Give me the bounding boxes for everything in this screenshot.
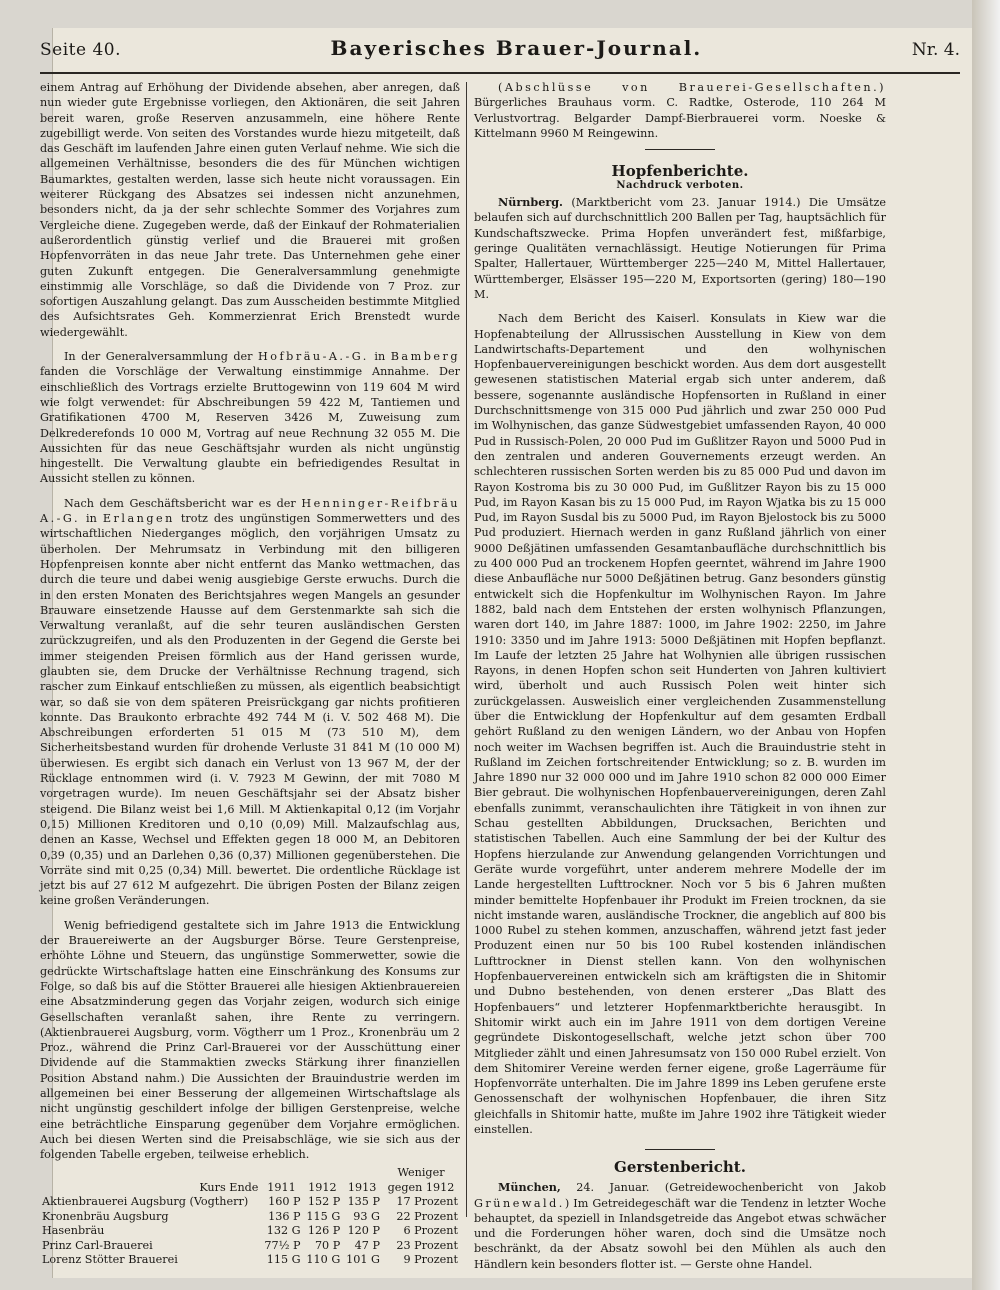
right-column: [474, 80, 886, 1271]
text-span: in: [80, 512, 103, 526]
text-span: fanden die Vorschläge der Verwaltung einstimmige Annahme. Der einschließlich des Vortrags erzielte Bruttogewinn von 119 604 M wird wie folgt verwendet: für Abschreibungen 59 422 M, Tantiemen und Gratifikationen 4700 M, Reserven 3426 M, Zuweisung zum Delkrederefonds 10 000 M, Vortrag auf neue Rechnung 32 055 M. Die Aussichten für das neue Geschäftsjahr wurden als nicht ungünstig hingestellt. Die Verwaltung glaubte ein befriedigendes Resultat in Aussicht stellen zu können.: [40, 365, 460, 486]
paragraph-kiew-hops: Nach dem Bericht des Kaiserl. Konsulats in Kiew war die Hopfenabteilung der Allrussischen Ausstellung in Kiew von dem Landwirtschafts-Departement und den wolhynischen Hopfenbauervereinigungen beschickt worden. Aus dem dort ausgestellt gewesenen statistischen Material ergab sich unter anderem, daß bessere, sogenannte ausländische Hopfensorten in Rußland in einer Durchschnittsmenge von 315 000 Pud jährlich und zwar 250 000 Pud im Wolhynischen, das ganze Südwestgebiet umfassenden Rayon, 40 000 Pud in Russisch-Polen, 20 000 Pud im Gußlitzer Rayon und 5000 Pud in den zentralen und anderen Gouvernements erzeugt werden. An schlechteren russischen Sorten werden bis zu 85 000 Pud und davon im Rayon Kostroma bis zu 30 000 Pud, im Gußlitzer Rayon bis zu 15 000 Pud, im Rayon Kasan bis zu 15 000 Pud, im Rayon Wjatka bis zu 15 000 Pud, im Rayon Susdal bis zu 5000 Pud, im Rayon Bjelostock bis zu 5000 Pud produziert. Hiernach werden in ganz Rußland jährlich von einer 9000 Deßjätinen umfassenden Gesamtanbaufläche durchschnittlich bis zu 400 000 Pud an trockenem Hopfen geerntet, während im Jahre 1900 diese Anbaufläche nur 5000 Deßjätinen betrug. Ganz besonders günstig entwickelt sich die Hopfenkultur im Wolhynischen Rayon. Im Jahre 1882, bald nach dem Entstehen der ersten wolhynisch Pflanzungen, waren dort 140, im Jahre 1887: 1000, im Jahre 1902: 2250, im Jahre 1910: 3350 und im Jahre 1913: 5000 Deßjätinen mit Hopfen bepflanzt. Im Laufe der letzten 25 Jahre hat Wolhynien alle übrigen russischen Rayons, in denen Hopfen schon seit Hunderten von Jahren kultiviert wird, überholt und auch Russisch Polen weit hinter sich zurückgelassen. Ausweislich einer vergleichenden Zusammenstellung über die Entwicklung der Hopfenkultur auf dem gesamten Erdball gehört Rußland zu den wenigen Ländern, wo der Anbau von Hopfen noch weiter im Wachsen begriffen ist. Auch die Brauindustrie steht in Rußland im Zeichen fortschreitender Entwicklung; so z. B. wurden im Jahre 1890 nur 32 000 000 und im Jahre 1910 schon 82 000 000 Eimer Bier gebraut. Die wolhynischen Hopfenbauervereinigungen, deren Zahl ebenfalls zunimmt, veranschaulichten ihre Tätigkeit in von ihnen zur Schau gestellten Abbildungen, Drucksachen, Berichten und statistischen Tabellen. Auch eine Sammlung der bei der Kultur des Hopfens hierzulande zur Anwendung gelangenden Vorrichtungen und Geräte wurde vorgeführt, unter anderem mehrere Modelle der im Lande hergestellten Lufttrockner. Noch vor 5 bis 6 Jahren mußten minder bemittelte Hopfenbauer ihr Produkt im Freien trocknen, da sie nicht imstande waren, ausländische Trockner, die angeblich auf 800 bis 1000 Rubel zu stehen kommen, anzuschaffen, während jetzt fast jeder Produzent einen nur 50 bis 100 Rubel kostenden inländischen Lufttrockner in Dienst stellen kann. Von den wolhynischen Hopfenbauervereinen entwickeln sich am kräftigsten die in Shitomir und Dubno bestehenden, von denen ersterer „Das Blatt des Hopfenbauers“ und letzterer Hopfenmarktberichte herausgibt. In Shitomir wirkt auch ein im Jahre 1911 von dem dortigen Vereine gegründete Diskontogesellschaft, welche jetzt schon über 700 Mitglieder zählt und einen Jahresumsatz von 150 000 Rubel erzielt. Von dem Shitomirer Vereine werden ferner eigene, große Lagerräume für Hopfenvorräte unterhalten. Die im Jahre 1899 ins Leben gerufene erste Genossenschaft der wolhynischen Hopfenbauer, die ihren Sitz gleichfalls in Shitomir hatte, mußte im Jahre 1902 ihre Tätigkeit wieder einstellen.: [474, 312, 886, 1136]
text-span: Nach dem Geschäftsbericht war es der: [64, 496, 302, 510]
row-name: Hasenbräu: [42, 1224, 105, 1238]
col-head-1912: 1912: [308, 1180, 337, 1194]
cell-1911: 115 G: [266, 1253, 301, 1267]
section-divider: [645, 149, 715, 150]
cell-1911: 160 P: [268, 1195, 301, 1209]
cell-1912: 115 G: [306, 1209, 341, 1223]
cell-diff: 6 Prozent: [403, 1224, 458, 1238]
stock-price-table: [40, 1166, 460, 1268]
paragraph-nuernberg-market: [474, 195, 886, 302]
company-name: Henninger-Reifbräu A.-G.: [40, 496, 460, 526]
place-name: Erlangen: [102, 512, 175, 526]
col-head-kurs: Kurs Ende: [199, 1180, 259, 1194]
page-number: Seite 40.: [40, 40, 121, 60]
cell-1913: 101 G: [346, 1253, 380, 1267]
paragraph-hofbraeu-bamberg: [40, 349, 460, 487]
cell-1911: 132 G: [266, 1224, 301, 1238]
section-label: (Abschlüsse von Brauerei-Gesellschaften.): [498, 81, 886, 94]
paragraph-brewery-results: [474, 80, 886, 141]
table-header-row: [40, 1166, 460, 1195]
text-span: Bürgerliches Brauhaus vorm. C. Radtke, Osterode, 110 264 M Verlustvortrag. Belgarder Dampf-Bierbrauerei vorm. Noeske & Kittelmann 9960 M Reingewinn.: [474, 96, 886, 140]
scan-edge-shadow: [972, 0, 1000, 1290]
issue-number: Nr. 4.: [911, 40, 960, 60]
row-name: Lorenz Stötter Brauerei: [42, 1253, 178, 1267]
cell-1911: 77½ P: [264, 1238, 301, 1252]
text-span: In der Generalversammlung der: [64, 350, 259, 364]
row-name: Prinz Carl-Brauerei: [42, 1238, 153, 1252]
section-divider: [645, 1149, 715, 1150]
cell-1912: 152 P: [307, 1195, 341, 1209]
col-head-diff: Weniger gegen 1912: [387, 1166, 455, 1194]
cell-diff: 17 Prozent: [396, 1195, 458, 1209]
left-column: [40, 80, 460, 1267]
table-row: [40, 1210, 460, 1225]
place-name: Bamberg: [390, 350, 460, 364]
paragraph-henninger-erlangen: [40, 496, 460, 909]
header-rule: [40, 72, 960, 74]
col-head-1913: 1913: [347, 1180, 377, 1194]
reprint-notice: Nachdruck verboten.: [616, 180, 744, 192]
column-divider: [466, 82, 467, 1217]
text-span: (Marktbericht vom 23. Januar 1914.) Die Umsätze belaufen sich auf durchschnittlich 200 Ballen per Tag, hauptsächlich für Kundschaftszwecke. Prima Hopfen unverändert fest, mißfarbige, geringe Qualitäten vernachlässigt. Heutige Notierungen für Prima Spalter, Hallertauer, Württemberger 225—240 M, Mittel Hallertauer, Württemberger, Elsässer 195—220 M, Exportsorten (gering) 180—190 M.: [474, 196, 886, 301]
text-span: 24. Januar. (Getreidewochenbericht von Jakob: [560, 1181, 886, 1195]
table-row: [40, 1253, 460, 1268]
row-name: Kronenbräu Augsburg: [42, 1209, 169, 1223]
cell-1912: 70 P: [314, 1238, 341, 1252]
barley-report-heading: Gerstenbericht.: [614, 1158, 746, 1177]
journal-title: Bayerisches Brauer-Journal.: [330, 36, 703, 60]
person-name: Grünewald.: [474, 1196, 565, 1210]
cell-diff: 22 Prozent: [396, 1209, 458, 1223]
col-head-1911: 1911: [267, 1180, 296, 1194]
cell-diff: 23 Prozent: [396, 1238, 458, 1252]
cell-1912: 126 P: [307, 1224, 341, 1238]
place-name: Nürnberg.: [498, 195, 563, 210]
paragraph-augsburg-boerse: Wenig befriedigend gestaltete sich im Jahre 1913 die Entwicklung der Brauereiwerte an der Augsburger Börse. Teure Gerstenpreise, erhöhte Löhne und Steuern, das ungünstige Sommerwetter, sowie die gedrückte Wirtschaftslage hatten eine Einschränkung des Konsums zur Folge, so daß bis auf die Stötter Brauerei alle hiesigen Aktienbrauereien eine Absatzminderung gegen das Vorjahr zeigen, wodurch sich einige Gesellschaften veranlaßt sahen, ihre Rente zu verringern. (Aktienbrauerei Augsburg, vorm. Vögtherr um 1 Proz., Kronenbräu um 2 Proz., während die Prinz Carl-Brauerei vor der Ausschüttung einer Dividende auf die Stammaktien zwecks Stärkung ihrer finanziellen Position Abstand nahm.) Die Aussichten der Brauindustrie werden im allgemeinen bei einer Besserung der allgemeinen Wirtschaftslage als nicht ungünstig geschildert infolge der billigen Gerstenpreise, welche eine beträchtliche Einsparung gegenüber dem Vorjahre ermöglichen. Auch bei diesen Werten sind die Preisabschläge, wie sie sich aus der folgenden Tabelle ergeben, teilweise erheblich.: [40, 918, 460, 1162]
cell-1912: 110 G: [306, 1253, 341, 1267]
cell-1911: 136 P: [268, 1209, 301, 1223]
table-row: [40, 1224, 460, 1239]
text-span: trotz des ungünstigen Sommerwetters und des wirtschaftlichen Niederganges möglich, den vorjährigen Umsatz zu überholen. Der Mehrumsatz in Verbindung mit den billigeren Hopfenpreisen konnte aber nicht entfernt das Manko wettmachen, das durch die teure und dabei wenig ausgiebige Gerste erwuchs. Durch die in den ersten Monaten des Berichtsjahres wegen Mangels an gesunder Brauware einsetzende Hausse auf dem Gerstenmarkte sah sich die Verwaltung veranlaßt, auf die sehr teuren ausländischen Gersten zurückzugreifen, und als den Produzenten in der Gegend die Gerste bei immer steigenden Preisen förmlich aus der Hand gerissen wurde, glaubten sie, dem Drucke der Verhältnisse Rechnung tragend, sich rascher zum Einkauf entschließen zu müssen, als eigentlich beabsichtigt war, so daß sie von dem späteren Preisrückgang gar nichts profitieren konnte. Das Braukonto erbrachte 492 744 M (i. V. 502 468 M). Die Abschreibungen erforderten 51 015 M (73 510 M), dem Sicherheitsbestand wurden für drohende Verluste 31 841 M (10 000 M) überwiesen. Es ergibt sich danach ein Verlust von 13 967 M, der der Rücklage entnommen wird (i. V. 7923 M Gewinn, der mit 7080 M vorgetragen wurde). Im neuen Geschäftsjahr sei der Absatz bisher steigend. Die Bilanz weist bei 1,6 Mill. M Aktienkapital 0,12 (im Vorjahr 0,15) Millionen Kreditoren und 0,10 (0,09) Mill. Malzaufschlag aus, denen an Kasse, Wechsel und Effekten gegen 18 000 M, an Debitoren 0,39 (0,35) und an Darlehen 0,36 (0,37) Millionen gegenüberstehen. Die Vorräte sind mit 0,25 (0,34) Mill. bewertet. Die ordentliche Rücklage ist jetzt bis auf 27 612 M aufgezehrt. Die übrigen Posten der Bilanz zeigen keine großen Veränderungen.: [40, 512, 460, 908]
cell-diff: 9 Prozent: [403, 1253, 458, 1267]
cell-1913: 120 P: [347, 1224, 380, 1238]
cell-1913: 47 P: [354, 1238, 380, 1252]
text-span: in: [368, 350, 391, 364]
cell-1913: 93 G: [353, 1209, 380, 1223]
cell-1913: 135 P: [347, 1195, 380, 1209]
hops-report-heading: Hopfenberichte.: [611, 162, 749, 181]
paragraph-dividend: einem Antrag auf Erhöhung der Dividende absehen, aber anregen, daß nun wieder gute Ergebnisse vorliegen, den Aktionären, die seit Jahren bereit waren, große Reserven anzusammeln, eine höhere Rente zugebilligt werde. Von seiten des Vorstandes wurde hiezu mitgeteilt, daß das Geschäft im laufenden Jahre einen guten Verlauf nehme. Wie sich die allgemeinen Verhältnisse, besonders die des für München wichtigen Baumarktes, gestalten werden, lasse sich heute nicht voraussagen. Ein weiterer Rückgang des Absatzes sei indessen nicht anzunehmen, besonders nicht, da ja der sehr schlechte Sommer des Vorjahres zum Vergleiche diene. Zugegeben werde, daß der Einkauf der Rohmaterialien außerordentlich günstig verlief und die Brauerei mit großen Hopfenvorräten in das neue Jahr trete. Das Unternehmen gehe einer guten Zukunft entgegen. Die Generalversammlung genehmigte einstimmig alle Vorschläge, so daß die Dividende von 7 Proz. zur sofortigen Auszahlung gelangt. Das zum Ausscheiden bestimmte Mitglied des Aufsichtsrates Geh. Kommerzienrat Erich Brenstedt wurde wiedergewählt.: [40, 81, 460, 339]
row-name: Aktienbrauerei Augsburg (Vogtherr): [42, 1195, 249, 1209]
place-name: München,: [498, 1180, 561, 1195]
table-row: [40, 1195, 460, 1210]
page-header: [40, 36, 960, 76]
table-row: [40, 1239, 460, 1254]
paragraph-muenchen-barley: [474, 1180, 886, 1272]
text-span: ) Im Getreidegeschäft war die Tendenz in letzter Woche behauptet, da speziell in Inlandsgetreide das Angebot etwas schwächer und die Forderungen höher waren, doch sind die Umsätze noch beschränkt, da der Absatz sowohl bei den Mühlen als auch den Händlern kein besonders flotter ist. — Gerste ohne Handel.: [474, 1196, 886, 1271]
company-name: Hofbräu-A.-G.: [258, 350, 369, 364]
